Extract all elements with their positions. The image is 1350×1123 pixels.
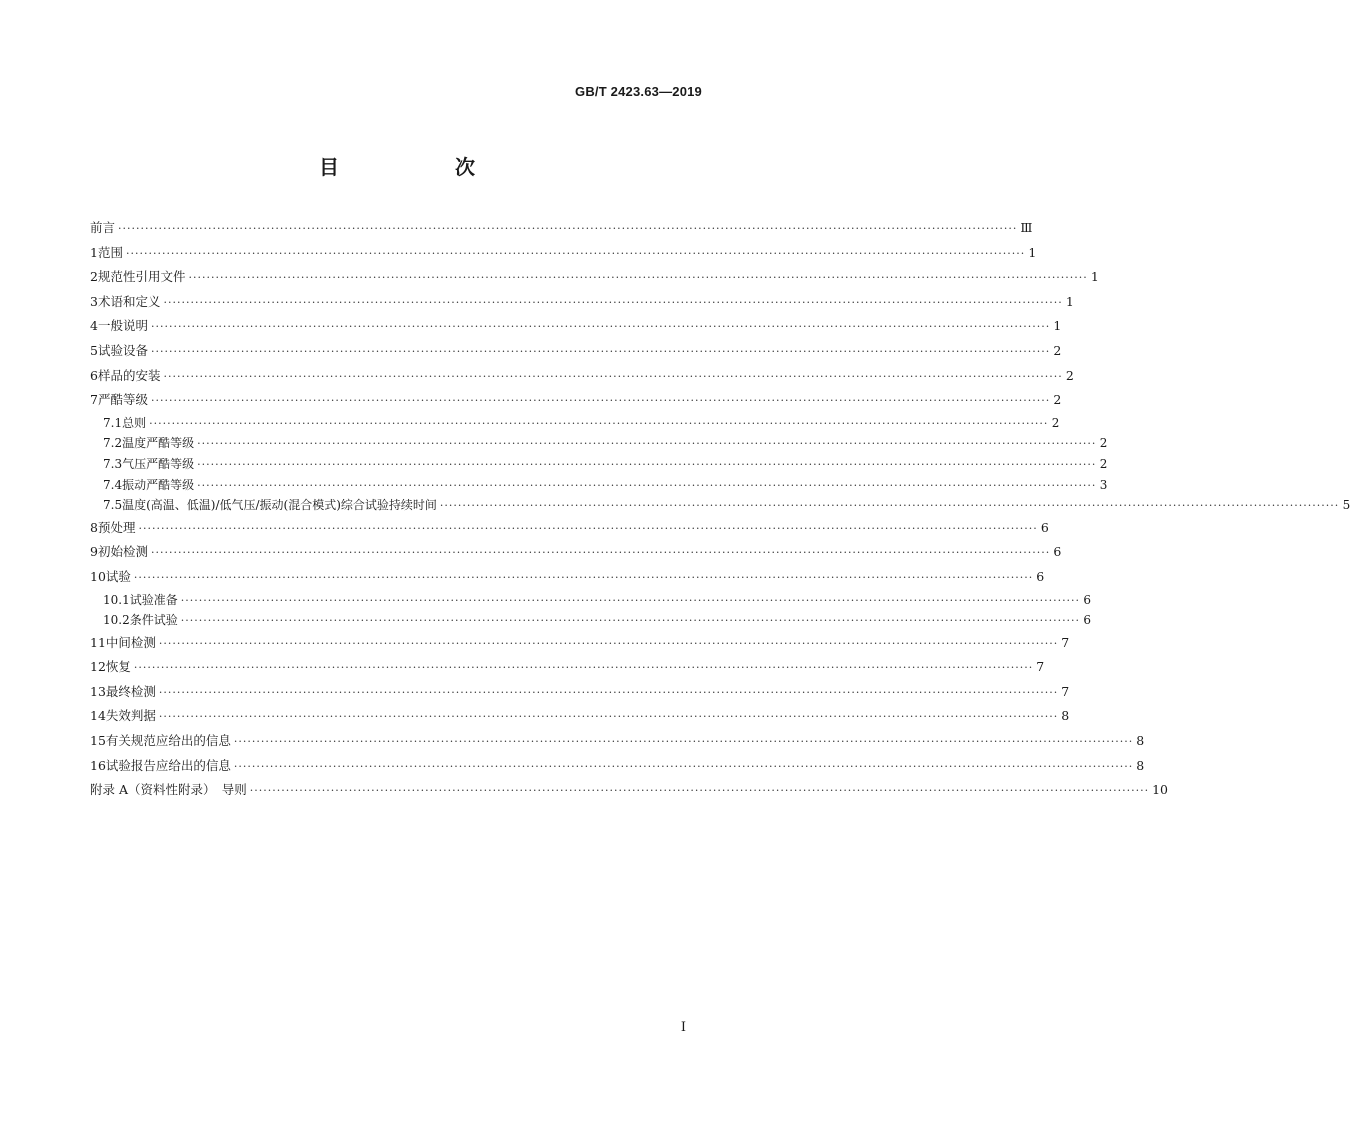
leader-dots: ········································································································································································································ [197,457,1097,471]
toc-subentry[interactable] [90,475,1108,496]
leader-dots: ········································································································································································································ [138,521,1038,535]
toc-entry-label: 初始检测 [97,544,148,560]
leader-dots: ········································································································································································································ [233,759,1134,773]
toc-entry-number: 7.3 [103,456,123,471]
toc-entry-page: 2 [1065,367,1074,383]
toc-entry-page: 7 [1061,634,1070,650]
toc-entry-number: 7 [90,392,98,408]
toc-entry-number: 14 [90,708,106,724]
toc-entry[interactable] [90,680,1070,705]
toc-entry-label: 试验 [105,568,131,584]
toc-entry-page: 6 [1036,568,1045,584]
toc-entry-label: 术语和定义 [97,293,161,309]
toc-entry-page: 7 [1061,683,1070,699]
toc-entry-label: 失效判据 [105,708,156,724]
toc-subentry[interactable] [90,610,1092,631]
toc-entry[interactable] [90,729,1145,754]
toc-entry-page: 7 [1036,659,1045,675]
standard-number: GB/T 2423.63—2019 [575,84,702,99]
toc-entry[interactable] [90,516,1049,541]
leader-dots: ········································································································································································································ [133,570,1034,584]
toc-entry-number: 16 [90,757,106,773]
toc-entry-label: 最终检测 [105,683,156,699]
toc-entry-page: 2 [1051,415,1060,430]
toc-entry[interactable] [90,314,1062,339]
toc-subentry[interactable] [90,590,1092,611]
page-folio: I [680,1020,686,1035]
toc-entry-page: 2 [1053,392,1062,408]
toc-entry-page: 1 [1053,318,1062,334]
toc-entry[interactable] [90,290,1074,315]
leader-dots: ········································································································································································································ [158,710,1059,724]
leader-dots: ········································································································································································································ [188,271,1088,285]
toc-entry-page: 8 [1061,708,1070,724]
toc-entry-page: 6 [1040,519,1049,535]
toc-entry-number: 5 [90,342,98,358]
toc-entry[interactable] [90,388,1062,413]
toc-entry-label: 振动严酷等级 [122,477,195,492]
leader-dots: ········································································································································································································ [197,478,1097,492]
toc-entry-number: 9 [90,544,98,560]
toc-entry[interactable] [90,631,1070,656]
leader-dots: ········································································································································································································ [150,394,1051,408]
toc-entry-label: 试验准备 [129,592,178,607]
toc-entry[interactable] [90,339,1062,364]
leader-dots: ········································································································································································································ [150,320,1051,334]
leader-dots: ········································································································································································································ [118,222,1018,235]
toc-subentry[interactable] [90,433,1108,454]
toc-entry[interactable] [90,704,1070,729]
toc-entry[interactable] [90,265,1099,290]
toc-entry-number: 11 [90,634,106,650]
leader-dots: ········································································································································································································ [249,784,1150,798]
toc-entry[interactable] [90,565,1045,590]
leader-dots: ········································································································································································································ [197,437,1097,451]
toc-entry-page: 1 [1090,269,1099,285]
leader-dots: ········································································································································································································ [133,661,1034,675]
toc-entry-label: 附录 A（资料性附录） 导则 [90,782,247,798]
toc-entry-page: 10 [1152,782,1168,798]
toc-entry-page: 3 [1099,477,1108,492]
toc-entry-number: 12 [90,659,106,675]
toc-entry-number: 10.2 [103,613,130,628]
toc-entry-page: 5 [1342,498,1350,513]
toc-entry-label: 规范性引用文件 [97,269,186,285]
toc-entry-label: 中间检测 [105,634,156,650]
toc-entry-label: 范围 [97,244,123,260]
toc-entry-number: 10 [90,568,106,584]
leader-dots: ········································································································································································································ [150,344,1051,358]
toc-entry-label: 温度(高温、低温)/低气压/振动(混合模式)综合试验持续时间 [122,498,437,513]
toc-entry-page: 2 [1099,456,1108,471]
toc-entry-label: 前言 [90,220,116,235]
toc-entry-page: 6 [1053,544,1062,560]
toc-entry-number: 7.1 [103,415,123,430]
leader-dots: ········································································································································································································ [158,636,1059,650]
toc-entry-label: 总则 [122,415,147,430]
toc-entry-number: 2 [90,269,98,285]
leader-dots: ········································································································································································································ [150,546,1051,560]
toc-subentry[interactable] [90,495,1350,516]
toc-entry-label: 严酷等级 [97,392,148,408]
toc-entry-number: 3 [90,293,98,309]
toc-entry[interactable] [90,540,1062,565]
table-of-contents [90,216,1350,803]
toc-subentry[interactable] [90,454,1108,475]
toc-entry-label: 温度严酷等级 [122,436,195,451]
toc-entry-page: 8 [1136,757,1145,773]
toc-entry-label: 预处理 [97,519,136,535]
leader-dots: ········································································································································································································ [180,614,1081,628]
toc-entry-label: 气压严酷等级 [122,456,195,471]
toc-entry-number: 13 [90,683,106,699]
toc-entry-page: 1 [1028,244,1037,260]
toc-entry-page: 8 [1136,733,1145,749]
leader-dots: ········································································································································································································ [439,499,1340,513]
toc-entry-number: 8 [90,519,98,535]
leader-dots: ········································································································································································································ [125,246,1026,260]
toc-entry-number: 4 [90,318,98,334]
leader-dots: ········································································································································································································ [149,416,1049,430]
toc-entry[interactable] [90,754,1145,779]
toc-entry-annex-a[interactable] [90,778,1168,803]
toc-entry-page: 2 [1099,436,1108,451]
leader-dots: ········································································································································································································ [158,685,1059,699]
toc-entry-label: 一般说明 [97,318,148,334]
toc-entry-page: 2 [1053,342,1062,358]
toc-entry[interactable] [90,364,1074,389]
toc-entry-number: 15 [90,733,106,749]
toc-entry-page: 1 [1065,293,1074,309]
toc-entry-page: 6 [1083,613,1092,628]
toc-entry-label: 恢复 [105,659,131,675]
toc-entry-number: 7.4 [103,477,123,492]
toc-entry-number: 6 [90,367,98,383]
toc-entry-label: 有关规范应给出的信息 [105,733,231,749]
toc-entry-number: 10.1 [103,592,130,607]
leader-dots: ········································································································································································································ [163,295,1063,309]
toc-entry-page: Ⅲ [1020,220,1033,235]
leader-dots: ········································································································································································································ [180,593,1081,607]
toc-entry-label: 样品的安装 [97,367,161,383]
leader-dots: ········································································································································································································ [163,369,1063,383]
toc-entry-number: 7.2 [103,436,123,451]
leader-dots: ········································································································································································································ [233,735,1134,749]
toc-entry[interactable] [90,655,1045,680]
toc-entry-label: 试验设备 [97,342,148,358]
toc-entry[interactable] [90,241,1037,266]
toc-entry-label: 条件试验 [129,613,178,628]
toc-entry-number: 1 [90,244,98,260]
page-title: 目 次 [319,155,523,179]
toc-subentry[interactable] [90,413,1060,434]
toc-entry-page: 6 [1083,592,1092,607]
toc-entry-number: 7.5 [103,498,123,513]
toc-entry-foreword[interactable] [90,216,1033,241]
toc-entry-label: 试验报告应给出的信息 [105,757,231,773]
